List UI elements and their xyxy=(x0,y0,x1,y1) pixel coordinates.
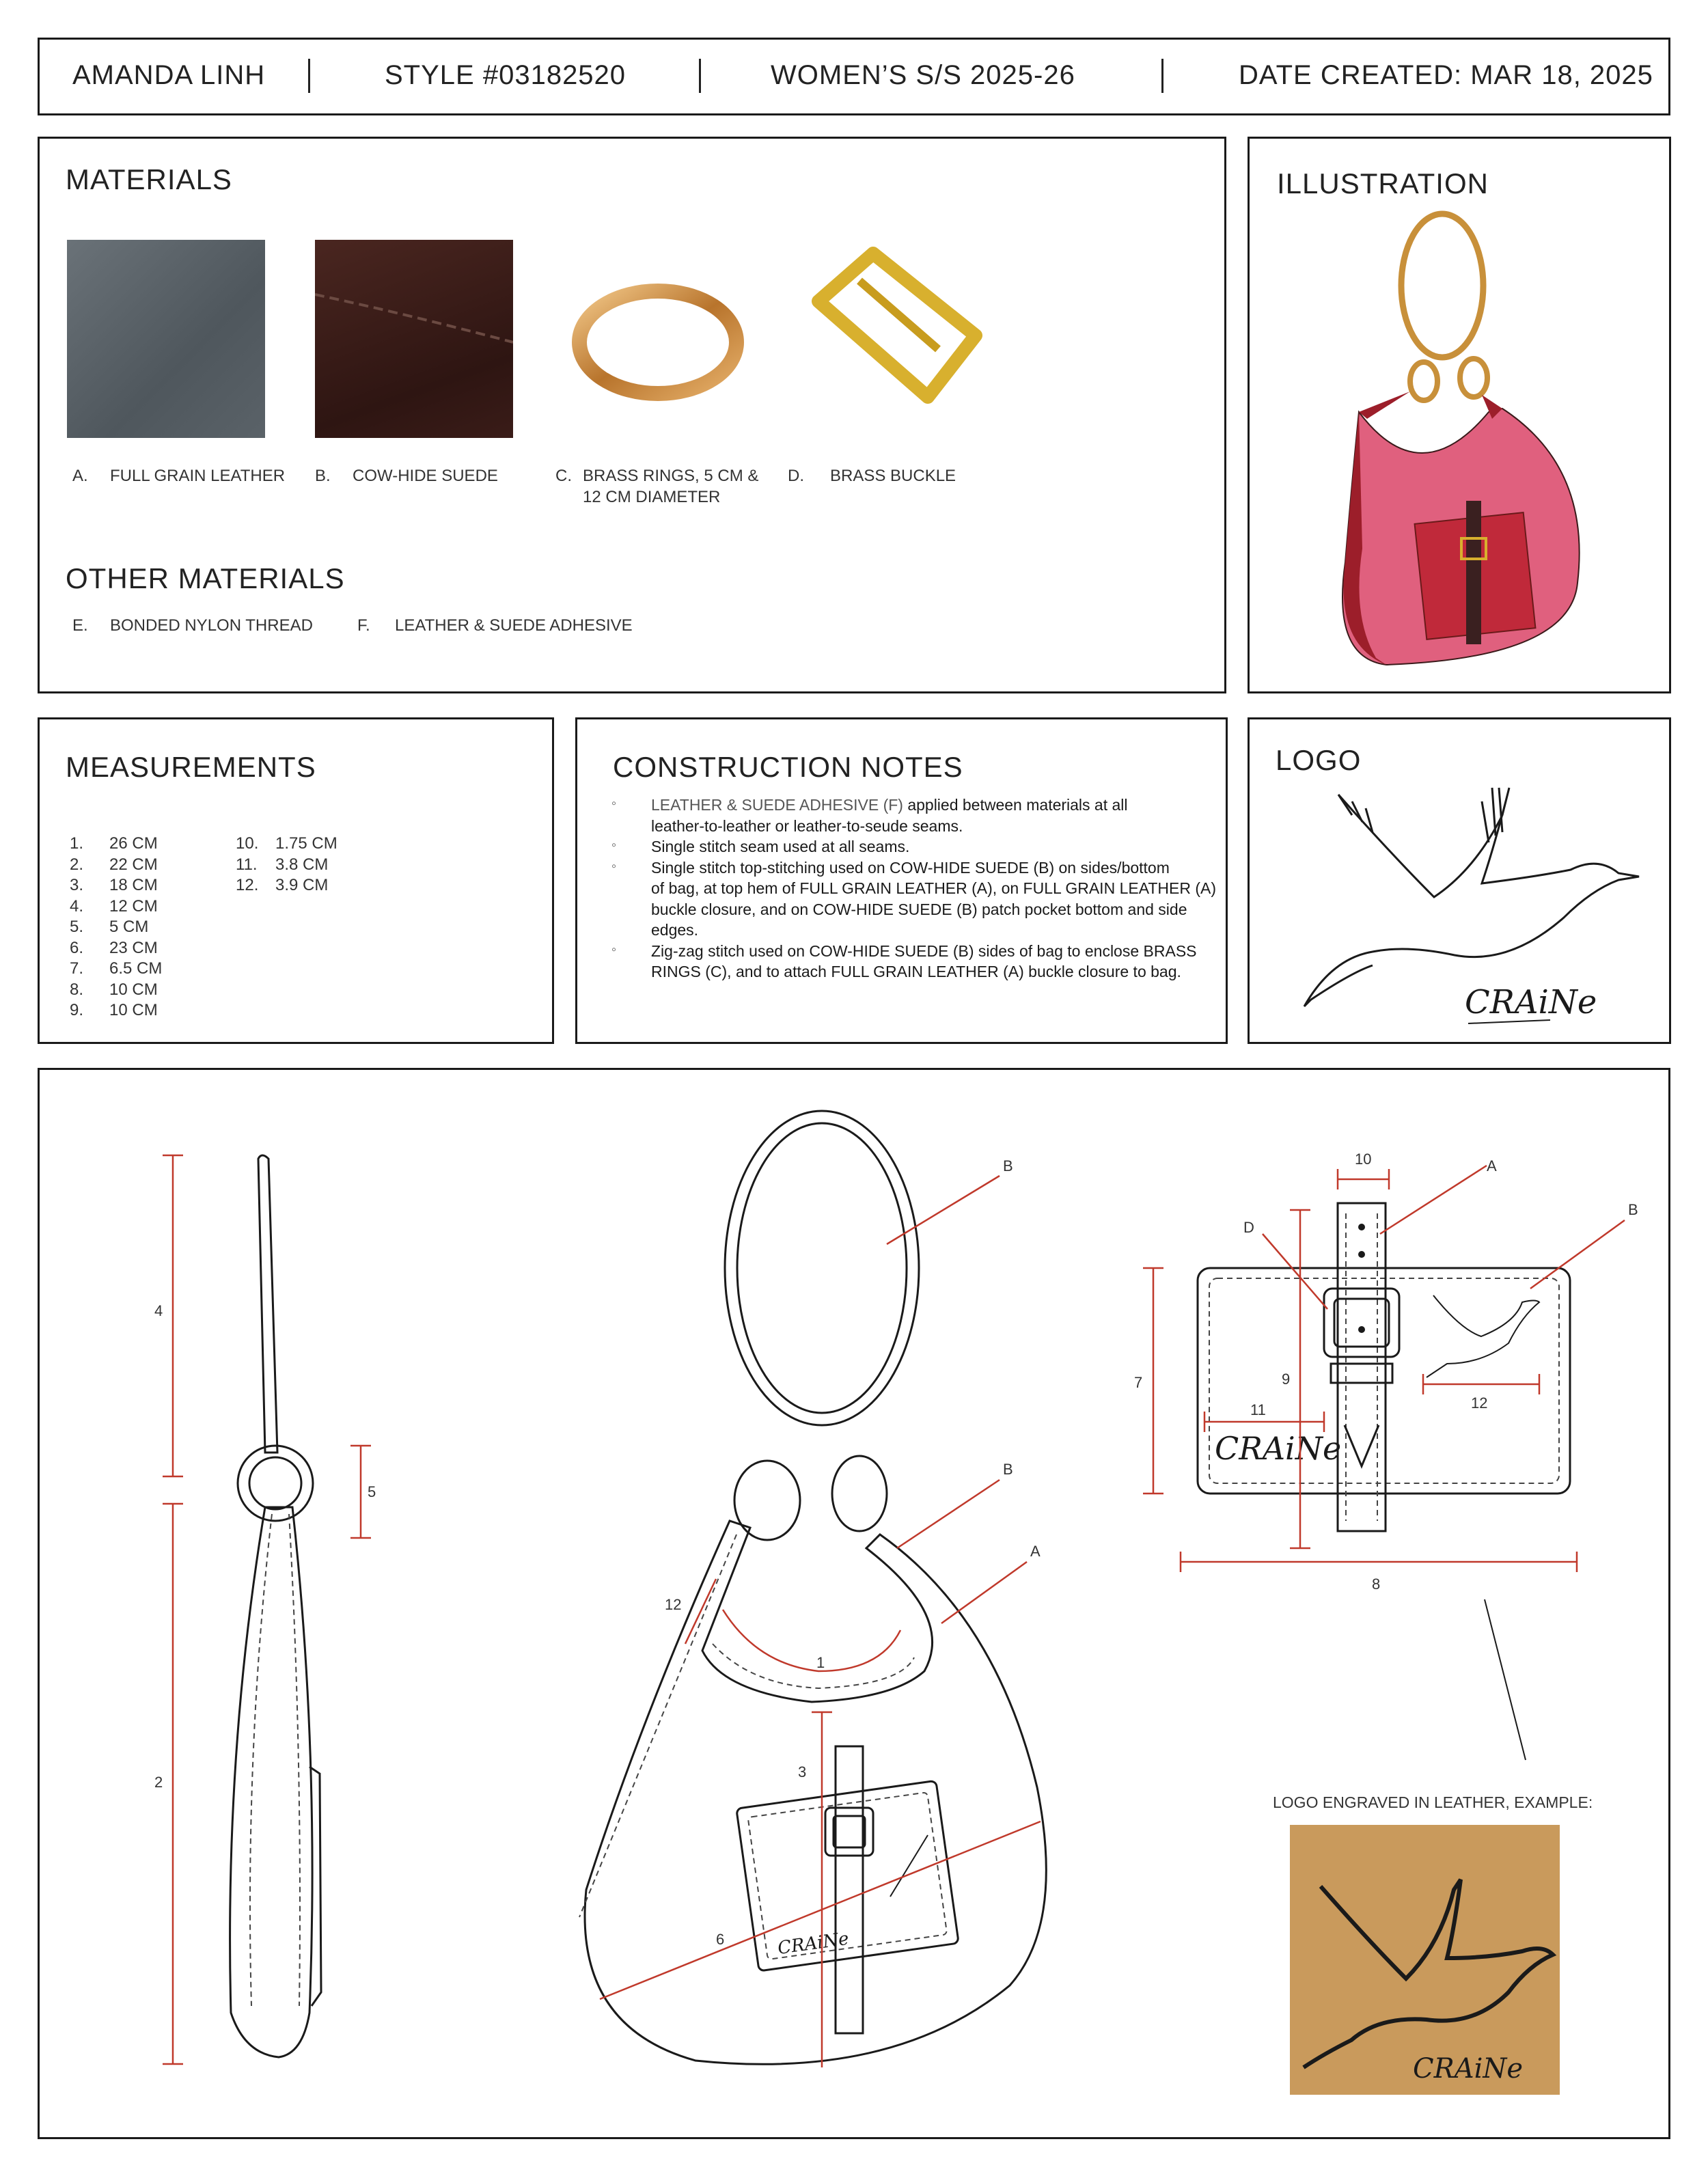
measurement-9: 9. 10 CM xyxy=(70,1001,158,1019)
svg-text:7: 7 xyxy=(1134,1374,1143,1391)
date-created: DATE CREATED: MAR 18, 2025 xyxy=(1239,60,1653,90)
materials-title: MATERIALS xyxy=(66,163,232,195)
svg-text:CRAiNe: CRAiNe xyxy=(776,1928,851,1959)
svg-text:B: B xyxy=(1003,1157,1013,1174)
measurement-3: 3. 18 CM xyxy=(70,876,158,894)
header-divider xyxy=(1161,59,1163,93)
svg-text:2: 2 xyxy=(154,1774,163,1791)
measurement-1: 1. 26 CM xyxy=(70,834,158,853)
suede-stitch-icon xyxy=(315,240,513,438)
construction-note-1: ◦ LEATHER & SUEDE ADHESIVE (F) applied between materials at all leather-to-leather or leather-to-seude seams. xyxy=(611,796,1128,835)
svg-text:12: 12 xyxy=(1471,1394,1488,1412)
measurement-5: 5. 5 CM xyxy=(70,918,149,936)
full-grain-leather-swatch xyxy=(67,240,265,438)
measurement-12: 12. 3.9 CM xyxy=(236,876,329,894)
material-d-label: D. BRASS BUCKLE xyxy=(788,467,956,485)
technical-drawings-panel xyxy=(38,1068,1670,2139)
logo-panel xyxy=(1248,717,1671,1044)
construction-note-4: ◦ Zig-zag stitch used on COW-HIDE SUEDE (B) sides of bag to enclose BRASS RINGS (C), and to attach FULL GRAIN LEATHER (A) buckle closure to bag. xyxy=(611,941,1197,980)
pocket-detail-drawing xyxy=(1134,1151,1638,1760)
header-divider xyxy=(699,59,701,93)
construction-note-2: ◦ Single stitch seam used at all seams. xyxy=(611,838,910,855)
construction-note-3: ◦ Single stitch top-stitching used on COW-HIDE SUEDE (B) on sides/bottom of bag, at top hem of FULL GRAIN LEATHER (A), on FULL GRAIN LEATHER (A) buckle closure, and on COW-HIDE SUEDE (B) patch pocket bottom and side edges. xyxy=(611,858,1216,939)
svg-text:8: 8 xyxy=(1372,1576,1381,1593)
measurement-11: 11. 3.8 CM xyxy=(236,855,329,874)
crane-logo-icon xyxy=(1250,719,1669,1042)
svg-text:A: A xyxy=(1487,1157,1497,1174)
materials-panel xyxy=(38,137,1226,693)
logo-wordmark: CRAiNe xyxy=(1465,983,1597,1021)
material-b-label: B. COW-HIDE SUEDE xyxy=(315,467,498,485)
illustration-title: ILLUSTRATION xyxy=(1277,167,1489,199)
season: WOMEN’S S/S 2025-26 xyxy=(771,60,1075,90)
illustration-panel xyxy=(1248,137,1671,693)
other-materials-title: OTHER MATERIALS xyxy=(66,562,345,594)
material-c-label: C. BRASS RINGS, 5 CM & 12 CM DIAMETER xyxy=(555,467,759,506)
brass-buckle-swatch xyxy=(791,240,989,438)
brass-ring-icon xyxy=(559,240,757,438)
front-view-drawing xyxy=(579,1111,1046,2067)
style-number: STYLE #03182520 xyxy=(385,60,626,90)
svg-text:B: B xyxy=(1003,1461,1013,1478)
svg-text:CRAiNe: CRAiNe xyxy=(1413,2053,1524,2084)
logo-title: LOGO xyxy=(1276,744,1362,776)
svg-text:1: 1 xyxy=(816,1654,825,1671)
svg-text:4: 4 xyxy=(154,1302,163,1319)
engraved-caption: LOGO ENGRAVED IN LEATHER, EXAMPLE: xyxy=(1273,1793,1593,1811)
material-f-label: F. LEATHER & SUEDE ADHESIVE xyxy=(357,616,633,635)
svg-text:A: A xyxy=(1030,1543,1041,1560)
svg-text:5: 5 xyxy=(368,1483,376,1500)
svg-text:6: 6 xyxy=(716,1931,725,1948)
svg-text:CRAiNe: CRAiNe xyxy=(1215,1430,1342,1467)
measurement-7: 7. 6.5 CM xyxy=(70,959,163,978)
construction-notes-panel xyxy=(575,717,1228,1044)
side-view-drawing xyxy=(154,1155,376,2064)
material-e-label: E. BONDED NYLON THREAD xyxy=(72,616,313,635)
svg-text:12: 12 xyxy=(665,1596,682,1613)
bag-color-illustration xyxy=(1250,139,1669,691)
designer-name: AMANDA LINH xyxy=(72,60,266,90)
material-a-label: A. FULL GRAIN LEATHER xyxy=(72,467,286,485)
svg-text:10: 10 xyxy=(1355,1151,1372,1168)
measurement-10: 10. 1.75 CM xyxy=(236,834,338,853)
svg-text:9: 9 xyxy=(1282,1371,1291,1388)
header-divider xyxy=(308,59,310,93)
cowhide-suede-swatch xyxy=(315,240,513,438)
brass-ring-swatch xyxy=(559,240,757,438)
technical-flat-drawings xyxy=(40,1070,1668,2137)
svg-text:B: B xyxy=(1628,1201,1638,1218)
measurement-4: 4. 12 CM xyxy=(70,896,158,916)
measurement-2: 2. 22 CM xyxy=(70,855,158,874)
measurements-panel xyxy=(38,717,554,1044)
construction-notes-title: CONSTRUCTION NOTES xyxy=(613,751,963,783)
measurement-6: 6. 23 CM xyxy=(70,938,158,957)
svg-text:3: 3 xyxy=(798,1763,807,1780)
header-bar xyxy=(38,38,1670,115)
brass-buckle-icon xyxy=(791,240,989,438)
svg-text:11: 11 xyxy=(1250,1401,1266,1418)
measurements-title: MEASUREMENTS xyxy=(66,751,316,783)
measurement-8: 8. 10 CM xyxy=(70,980,158,999)
svg-text:D: D xyxy=(1243,1219,1254,1236)
